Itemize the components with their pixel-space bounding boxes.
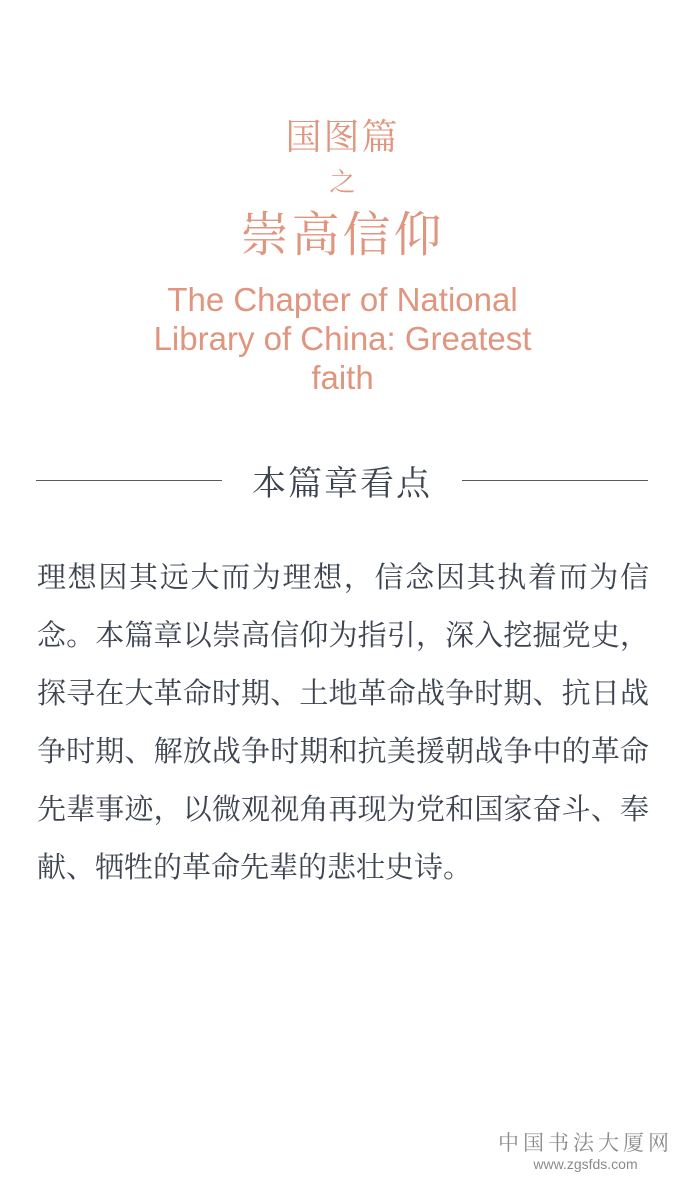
chapter-label: 国图篇 <box>285 117 400 158</box>
right-divider <box>462 480 648 481</box>
chapter-title-block <box>0 110 685 397</box>
watermark-name: 中国书法大厦网 <box>498 1131 673 1155</box>
chapter-title: 崇高信仰 <box>240 207 445 263</box>
section-header <box>36 452 648 508</box>
section-heading: 本篇章看点 <box>252 463 432 504</box>
watermark-url: www.zgsfds.com <box>533 1156 638 1172</box>
site-watermark <box>498 1130 673 1172</box>
body-paragraph: 理想因其远大而为理想，信念因其执着而为信念。本篇章以崇高信仰为指引，深入挖掘党史，探寻在大革命时期、土地革命战争时期、抗日战争时期、解放战争时期和抗美援朝战争中的革命先辈事迹，以微观视角再现为党和国家奋斗、奉献、牺牲的革命先辈的悲壮史诗。 <box>37 560 649 884</box>
left-divider <box>36 480 222 481</box>
english-title: The Chapter of National Library of China: Greatest faith <box>153 281 532 396</box>
title-connector: 之 <box>329 168 356 198</box>
